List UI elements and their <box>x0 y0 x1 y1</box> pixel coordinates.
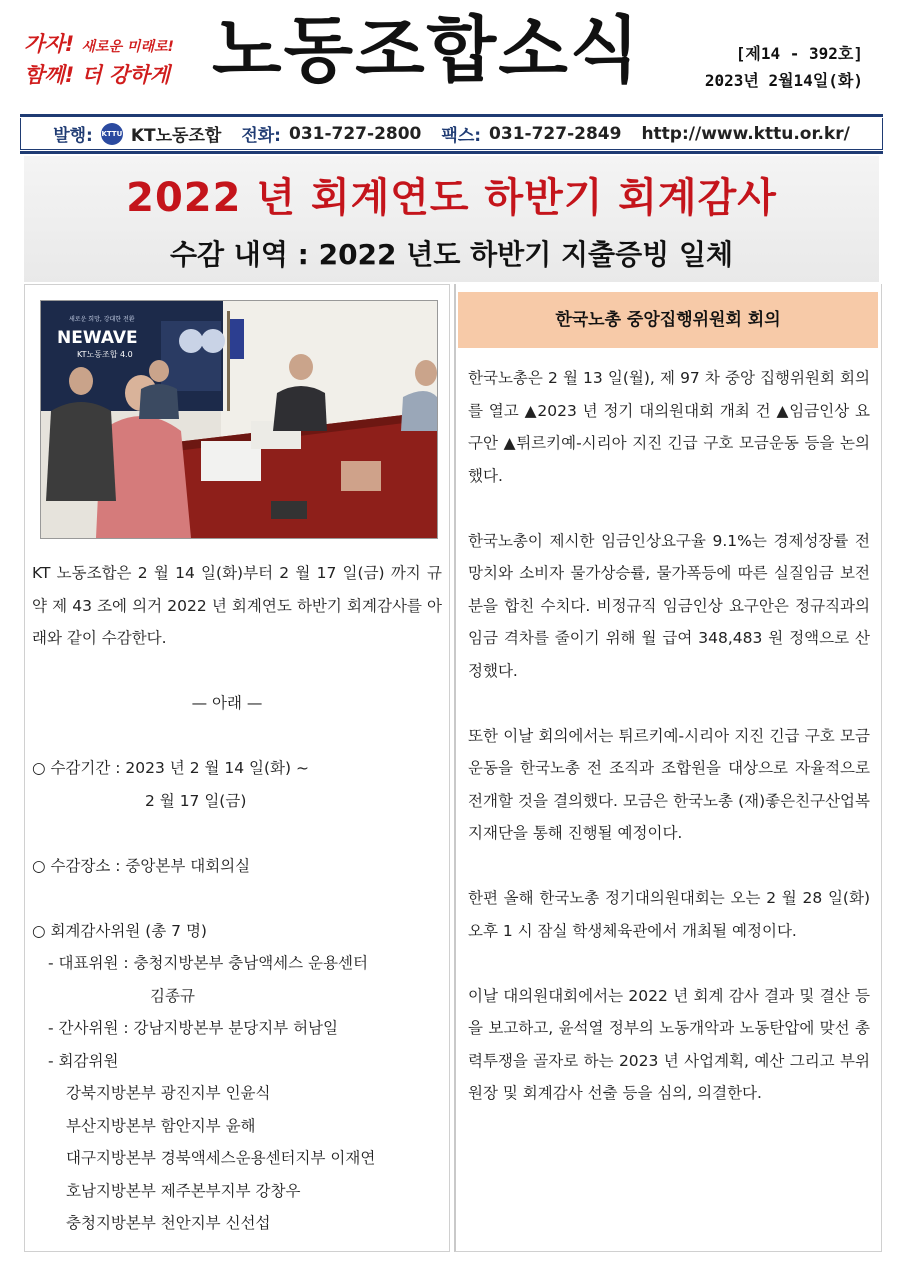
contact-bar <box>20 118 883 150</box>
headline-subtitle: 수감 내역 : 2022 년도 하반기 지출증빙 일체 <box>169 238 734 271</box>
audit-place: ○ 수감장소 : 중앙본부 대회의실 <box>32 856 251 875</box>
intro-paragraph: KT 노동조합은 2 월 14 일(화)부터 2 월 17 일(금) 까지 규약 제 43 조에 의거 2022 년 회계연도 하반기 회계감사를 아래와 같이 수감한다. <box>32 564 442 647</box>
slogan <box>24 30 174 89</box>
right-paragraph: 한국노총은 2 월 13 일(월), 제 97 차 중앙 집행위원회 회의를 열고 ▲2023 년 정기 대의원대회 개최 건 ▲임금인상 요구안 ▲튀르키예-시리아 지진 긴급 구호 모금운동 등을 논의했다. <box>468 369 870 485</box>
fax-number: 031-727-2849 <box>489 123 622 144</box>
slogan-line2: 함께! 더 강하게 <box>24 63 170 87</box>
representative-name: 김종규 <box>150 986 195 1005</box>
right-paragraph: 한국노총이 제시한 임금인상요구율 9.1%는 경제성장률 전망치와 소비자 물가상승률, 물가폭등에 따른 실질임금 보전분을 합친 수치다. 비정규직 임금인상 요구안은 정규직과의 임금 격차를 줄이기 위해 월 급여 348,483 원 정액으로 산정했다. <box>468 531 870 680</box>
banner-title-text: NEWAVE <box>57 328 138 348</box>
website-link[interactable]: http://www.kttu.or.kr/ <box>641 123 850 144</box>
secretary-member: - 간사위원 : 강남지방본부 분당지부 허남일 <box>48 1019 338 1037</box>
right-paragraph: 이날 대의원대회에서는 2022 년 회계 감사 결과 및 결산 등을 보고하고, 윤석열 정부의 노동개악과 노동탄압에 맞선 총력투쟁을 골자로 하는 2023 년 사업계획, 예산 그리고 부위원장 및 회계감사 선출 등을 심의, 의결한다. <box>468 986 870 1102</box>
right-box-title: 한국노총 중앙집행위원회 회의 <box>458 292 878 348</box>
top-rule <box>20 114 883 117</box>
photo-illustration <box>41 301 437 538</box>
audit-period-end: 2 월 17 일(금) <box>145 791 247 810</box>
slogan-line1: 가자! <box>24 32 75 56</box>
member-item: 충청지방본부 천안지부 신선섭 <box>66 1214 271 1232</box>
representative-member: - 대표위원 : 충청지방본부 충남액세스 운용센터 <box>48 954 368 972</box>
member-item: 강북지방본부 광진지부 인윤식 <box>66 1084 271 1102</box>
right-paragraph: 또한 이날 회의에서는 튀르키예-시리아 지진 긴급 구호 모금 운동을 한국노총 전 조직과 조합원을 대상으로 자율적으로 전개할 것을 결의했다. 모금은 한국노총 (재)좋은친구산업복지재단을 통해 진행될 예정이다. <box>468 726 870 842</box>
member-item: 호남지방본부 제주본부지부 강창우 <box>66 1181 301 1200</box>
left-column <box>24 284 450 1252</box>
banner-small-text: 새로운 희망, 강대한 전환 <box>69 316 135 323</box>
issue-info <box>705 40 863 94</box>
right-paragraph: 한편 올해 한국노총 정기대의원대회는 오는 2 월 28 일(화) 오후 1 시 잠실 학생체육관에서 개최될 예정이다. <box>468 889 870 940</box>
phone-label: 전화: <box>241 126 281 146</box>
headline-title: 2022 년 회계연도 하반기 회계감사 <box>126 175 777 221</box>
phone-number: 031-727-2800 <box>288 123 422 144</box>
issue-number: [제14 - 392호] <box>735 44 863 63</box>
member-item: 대구지방본부 경북액세스운용센터지부 이재연 <box>66 1149 376 1167</box>
banner-subtitle-text: KT노동조합 4.0 <box>77 350 133 359</box>
publisher-name: KT노동조합 <box>130 126 222 146</box>
issue-date: 2023년 2월14일(화) <box>704 71 863 90</box>
fax-label: 팩스: <box>441 126 482 146</box>
audit-meeting-photo <box>40 300 438 539</box>
member-item: 부산지방본부 함안지부 윤해 <box>66 1116 256 1135</box>
members-label: - 회감위원 <box>48 1051 119 1070</box>
newsletter-title: 노동조합소식 <box>212 8 642 92</box>
left-article <box>32 557 442 1240</box>
kttu-logo-icon: KTTU <box>101 123 123 145</box>
audit-committee: ○ 회계감사위원 (총 7 명) <box>32 921 207 940</box>
below-divider: — 아래 — <box>191 694 263 712</box>
right-article <box>468 362 870 1110</box>
headline-box <box>24 156 879 282</box>
right-column <box>454 284 882 1252</box>
publisher-label: 발행: <box>53 126 93 146</box>
audit-period: ○ 수감기간 : 2023 년 2 월 14 일(화) ~ <box>32 759 309 777</box>
contact-rule <box>20 151 883 154</box>
slogan-line1-small: 새로운 미래로! <box>81 39 174 55</box>
